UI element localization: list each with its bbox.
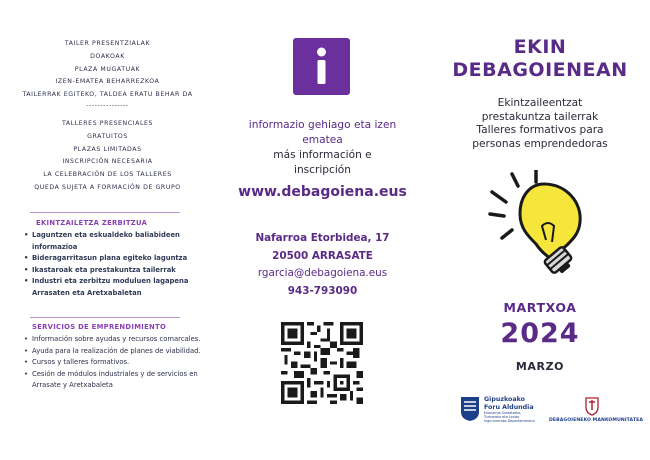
title-line: DEBAGOIENEAN [452, 59, 628, 81]
logo-text: Gipuzkoako [484, 396, 525, 403]
info-line: más información e [273, 149, 372, 161]
qr-code-icon [281, 322, 363, 404]
list-item: • Industri eta zerbitzu moduluen lagapena Arrasaten eta Aretxabaletan [24, 276, 208, 299]
separator: --------------- [86, 102, 129, 109]
mankomunitatea-logo [542, 396, 650, 430]
condition-line: IZEN-EMATEA BEHARREZKOA [55, 78, 160, 86]
month-es: MARZO [515, 360, 565, 373]
info-line: informazio gehiago eta izen [248, 119, 397, 131]
logo-subtext: Turismoko eta Landa [484, 415, 520, 420]
city: 20500 ARRASATE [272, 249, 373, 262]
condition-line: PLAZA MUGATUAK [74, 65, 141, 73]
service-es-section [32, 323, 204, 392]
subtitle-line: Talleres formativos para [476, 124, 604, 136]
gipuzkoa-logo [460, 396, 546, 430]
spanish-conditions [0, 118, 215, 195]
info-text [215, 118, 430, 178]
phone: 943-793090 [287, 284, 358, 297]
lightbulb-icon [486, 170, 594, 278]
subtitle-line: personas emprendedoras [472, 137, 608, 150]
condition-line: TAILER PRESENTZIALAK [64, 40, 151, 47]
right-panel [430, 0, 650, 460]
logo-subtext: Ingurunerako Departamentua [484, 419, 535, 424]
service-eu-section [32, 219, 208, 300]
condition-line: LA CELEBRACIÓN DE LOS TALLERES [43, 171, 172, 179]
list-item: • Ikastaroak eta prestakuntza tailerrak [24, 265, 208, 277]
contact-block [215, 230, 430, 300]
logo-subtext: Ekonomia Sustatzeko, [484, 411, 522, 415]
month-eu: MARTXOA [503, 300, 577, 315]
list-item: • Ayuda para la realización de planes de viabilidad. [24, 346, 204, 358]
basque-conditions [0, 38, 215, 102]
list-item: • Laguntzen eta eskualdeko baliabideen informazioa [24, 230, 208, 253]
list-item: • Cursos y talleres formativos. [24, 357, 204, 369]
section-title: EKINTZAILETZA ZERBITZUA [36, 219, 148, 227]
main-title [430, 36, 650, 82]
gipuzkoa-shield-icon [460, 396, 480, 422]
condition-line: DOAKOAK [90, 52, 125, 60]
info-line: inscripción [294, 164, 351, 176]
subtitle [430, 97, 650, 151]
info-line: ematea [302, 134, 343, 146]
condition-line: PLAZAS LIMITADAS [73, 145, 142, 153]
divider [30, 317, 180, 318]
condition-line: INSCRIPCIÓN NECESARIA [62, 158, 153, 166]
condition-line: GRATUITOS [87, 132, 128, 140]
list-item: • Bideragarritasun plana egiteko laguntza [24, 253, 208, 265]
list-item: • Información sobre ayudas y recursos comarcales. [24, 334, 204, 346]
divider [30, 212, 180, 213]
section-title: SERVICIOS DE EMPRENDIMIENTO [32, 323, 167, 331]
subtitle-line: Ekintzaileentzat [497, 97, 583, 109]
mankomunitatea-emblem-icon [584, 396, 600, 416]
title-line: EKIN [513, 36, 567, 58]
list-item: • Cesión de módulos industriales y de servicios en Arrasate y Aretxabaleta [24, 369, 204, 392]
logo-text: Foru Aldundia [484, 403, 534, 411]
info-icon [293, 38, 350, 95]
condition-line: QUEDA SUJETA A FORMACIÓN DE GRUPO [34, 183, 181, 191]
mank-text: DEBAGOIENEKO MANKOMUNITATEA [549, 418, 643, 423]
left-panel [0, 0, 215, 460]
email-link[interactable]: rgarcia@debagoiena.eus [257, 267, 388, 279]
subtitle-line: prestakuntza tailerrak [481, 110, 599, 123]
year: 2024 [500, 318, 580, 349]
condition-line: TALLERES PRESENCIALES [61, 120, 154, 127]
condition-line: TAILERRAK EGITEKO, TALDEA ERATU BEHAR DA [22, 91, 193, 99]
website-link[interactable]: www.debagoiena.eus [238, 184, 407, 200]
address: Nafarroa Etorbidea, 17 [255, 232, 390, 244]
